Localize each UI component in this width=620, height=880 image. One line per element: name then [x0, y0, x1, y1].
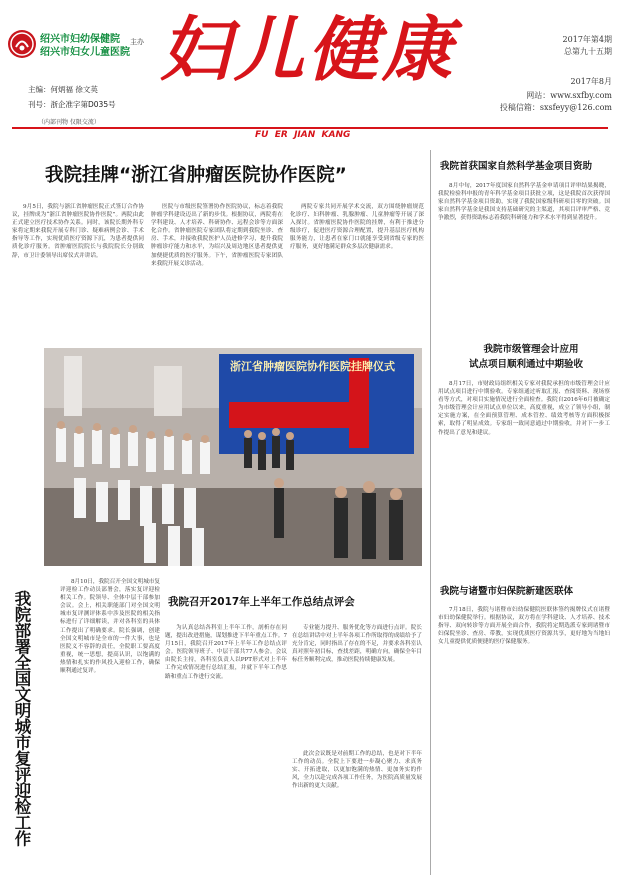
left-feature-text: 8月10日，我院召开全国文明城市复评迎检工作动员部署会，落实复评迎检相关工作。院领导、全体中层干部参加会议。会上，相关职能部门对全国文明城市复评测评体系中涉及医院的相关指标进行了详细解读，并对各科室的具体工作提出了明确要求。院长强调，创建全国文明城市是全市的一件大事，也是医院义不容辞的责任，全院职工要高度重视，统一思想，提高认识，以饱满的热情和扎实的作风投入迎检工作，确保顺利通过复评。	[60, 579, 160, 675]
right-column-rule	[430, 150, 431, 875]
hospital-name-2: 绍兴市妇女儿童医院	[40, 47, 130, 58]
right-article-1-headline: 我院首获国家自然科学基金项目资助	[440, 161, 593, 172]
hospital-name-1: 绍兴市妇幼保健院	[40, 34, 120, 45]
lead-col-3: 两院专家共同开展学术交流，双方围绕肿瘤规范化诊疗、妇科肿瘤、乳腺肿瘤、儿童肿瘤等开展了深入探讨。省肿瘤医院协作医院的挂牌，有利于推进分级诊疗，促进医疗资源合理配置，提升基层医疗机构服务能力，让患者在家门口就能享受到省级专家的医疗服务，更好地满足群众多层次健康需求。	[290, 204, 424, 251]
left-feature-title: 我院部署全国文明城市复评迎检工作	[12, 590, 31, 846]
mid-feature-col-1: 为认真总结各科室上半年工作，剖析存在问题，提出改进措施，谋划推进下半年重点工作。7月15日，我院召开2017年上半年工作总结点评会。医院领导班子、中层干部共77人参会。会议由院长主持，各科室负责人以PPT形式对上半年工作完成情况进行总结汇报，并就下半年工作思路和重点工作进行交流。	[165, 625, 287, 680]
lead-headline: 我院挂牌“浙江省肿瘤医院协作医院”	[45, 165, 347, 186]
right-article-2-headline-1: 我院市级管理会计应用	[483, 344, 579, 355]
right-article-3-headline: 我院与诸暨市妇保院新建医联体	[440, 586, 574, 597]
lead-col-2: 医院与市级医院签署协作医院协议，标志着我院肿瘤学科建设迈出了新的步伐。根据协议，两院将在学科建设、人才培养、科研协作、远程会诊等方面深化合作。省肿瘤医院专家团队将定期到我院坐诊、查房、手术，并接收我院医护人员进修学习，提升我院肿瘤诊疗能力和水平，为绍兴及周边地区患者提供更加便捷优质的医疗服务。下午，省肿瘤医院专家团队来我院开展义诊活动。	[151, 204, 283, 267]
lead-col-1: 9月5日，我院与浙江省肿瘤医院正式签订合作协议，挂牌成为“浙江省肿瘤医院协作医院”。两院由此正式建立医疗技术协作关系。同时，该院长期外科专家将定期来我院开展专科门诊、疑难病例会诊、手术指导等工作，实现优质医疗资源下沉，为患者提供同质化诊疗服务。省肿瘤医院院长与我院院长分别致辞，市卫计委领导出席仪式并讲话。	[12, 204, 144, 259]
mid-feature-headline: 我院召开2017年上半年工作总结点评会	[168, 596, 355, 608]
hospital-logo	[8, 30, 36, 58]
right-article-2-headline-2: 试点项目顺利通过中期验收	[468, 359, 583, 370]
masthead	[0, 0, 620, 125]
internal-note: （内部刊物 仅限交流）	[38, 119, 100, 126]
website: 网站：www.sxfby.com	[526, 91, 612, 100]
hospital-host: 主办	[130, 38, 144, 46]
masthead-rule	[12, 127, 608, 129]
issn-line: 刊号：浙企准字第D035号	[28, 100, 116, 109]
mid-feature-col-3: 此次会议既是对前期工作的总结，也是对下半年工作的动员。全院上下要进一步凝心聚力、求真务实、开拓进取，以更加饱满的热情、更加务实的作风，全力以赴完成各项工作任务，为医院高质量发展作出新的更大贡献。	[292, 751, 422, 790]
newspaper-title: 妇儿健康	[160, 8, 456, 91]
mid-feature-col-2: 专业能力提升、服务优化等方面进行点评。院长在总结讲话中对上半年各项工作所取得的成绩给予了充分肯定，同时指出了存在的不足，并要求各科室认真对照年初目标，查找差距，明确方向，确保全年目标任务顺利完成，推动医院持续健康发展。	[292, 625, 422, 664]
right-article-2-text: 8月17日，市财政局组织相关专家对我院承担的市级管理会计应用试点项目进行中期验收。专家组通过听取汇报、查阅资料、现场察看等方式，对项目实施情况进行全面检查。我院自2016年6月被确定为市级管理会计应用试点单位以来，高度重视，成立了领导小组，制定实施方案，在全面预算管理、成本管控、绩效考核等方面积极探索，取得了明显成效。专家组一致同意通过中期验收，并对下一步工作提出了意见和建议。	[438, 381, 610, 436]
editor-line: 主编：何炳福 徐文英	[28, 85, 98, 94]
right-article-1-text: 8月中旬，2017年度国家自然科学基金申请项目评审结果揭晓，我院检验科申报的青年科学基金项目获批立项，这是我院首次获得国家自然科学基金项目资助，实现了我院国家级科研项目零的突破。国家自然科学基金是我国支持基础研究的主渠道，其项目评审严格、竞争激烈，获得资助标志着我院科研能力和学术水平得到显著提升。	[438, 183, 610, 222]
issue-date: 2017年8月	[570, 77, 612, 86]
issue-total: 总第九十五期	[564, 47, 612, 56]
issue-year: 2017年第4期	[562, 35, 612, 44]
email: 投稿信箱：sxsfeyy@126.com	[499, 103, 612, 112]
photo-banner-text: 浙江省肿瘤医院协作医院挂牌仪式	[230, 360, 395, 373]
lead-photo	[44, 348, 422, 566]
pinyin-title: FU ER JIAN KANG	[255, 130, 351, 140]
right-article-3-text: 7月18日，我院与诸暨市妇幼保健院医联体签约揭牌仪式在诸暨市妇幼保健院举行。根据协议，双方将在学科建设、人才培养、技术指导、双向转诊等方面开展全面合作，我院将定期选派专家到诸暨市妇保院坐诊、查房、带教，实现优质医疗资源共享，更好地为当地妇女儿童提供优质便捷的医疗保健服务。	[438, 607, 610, 646]
